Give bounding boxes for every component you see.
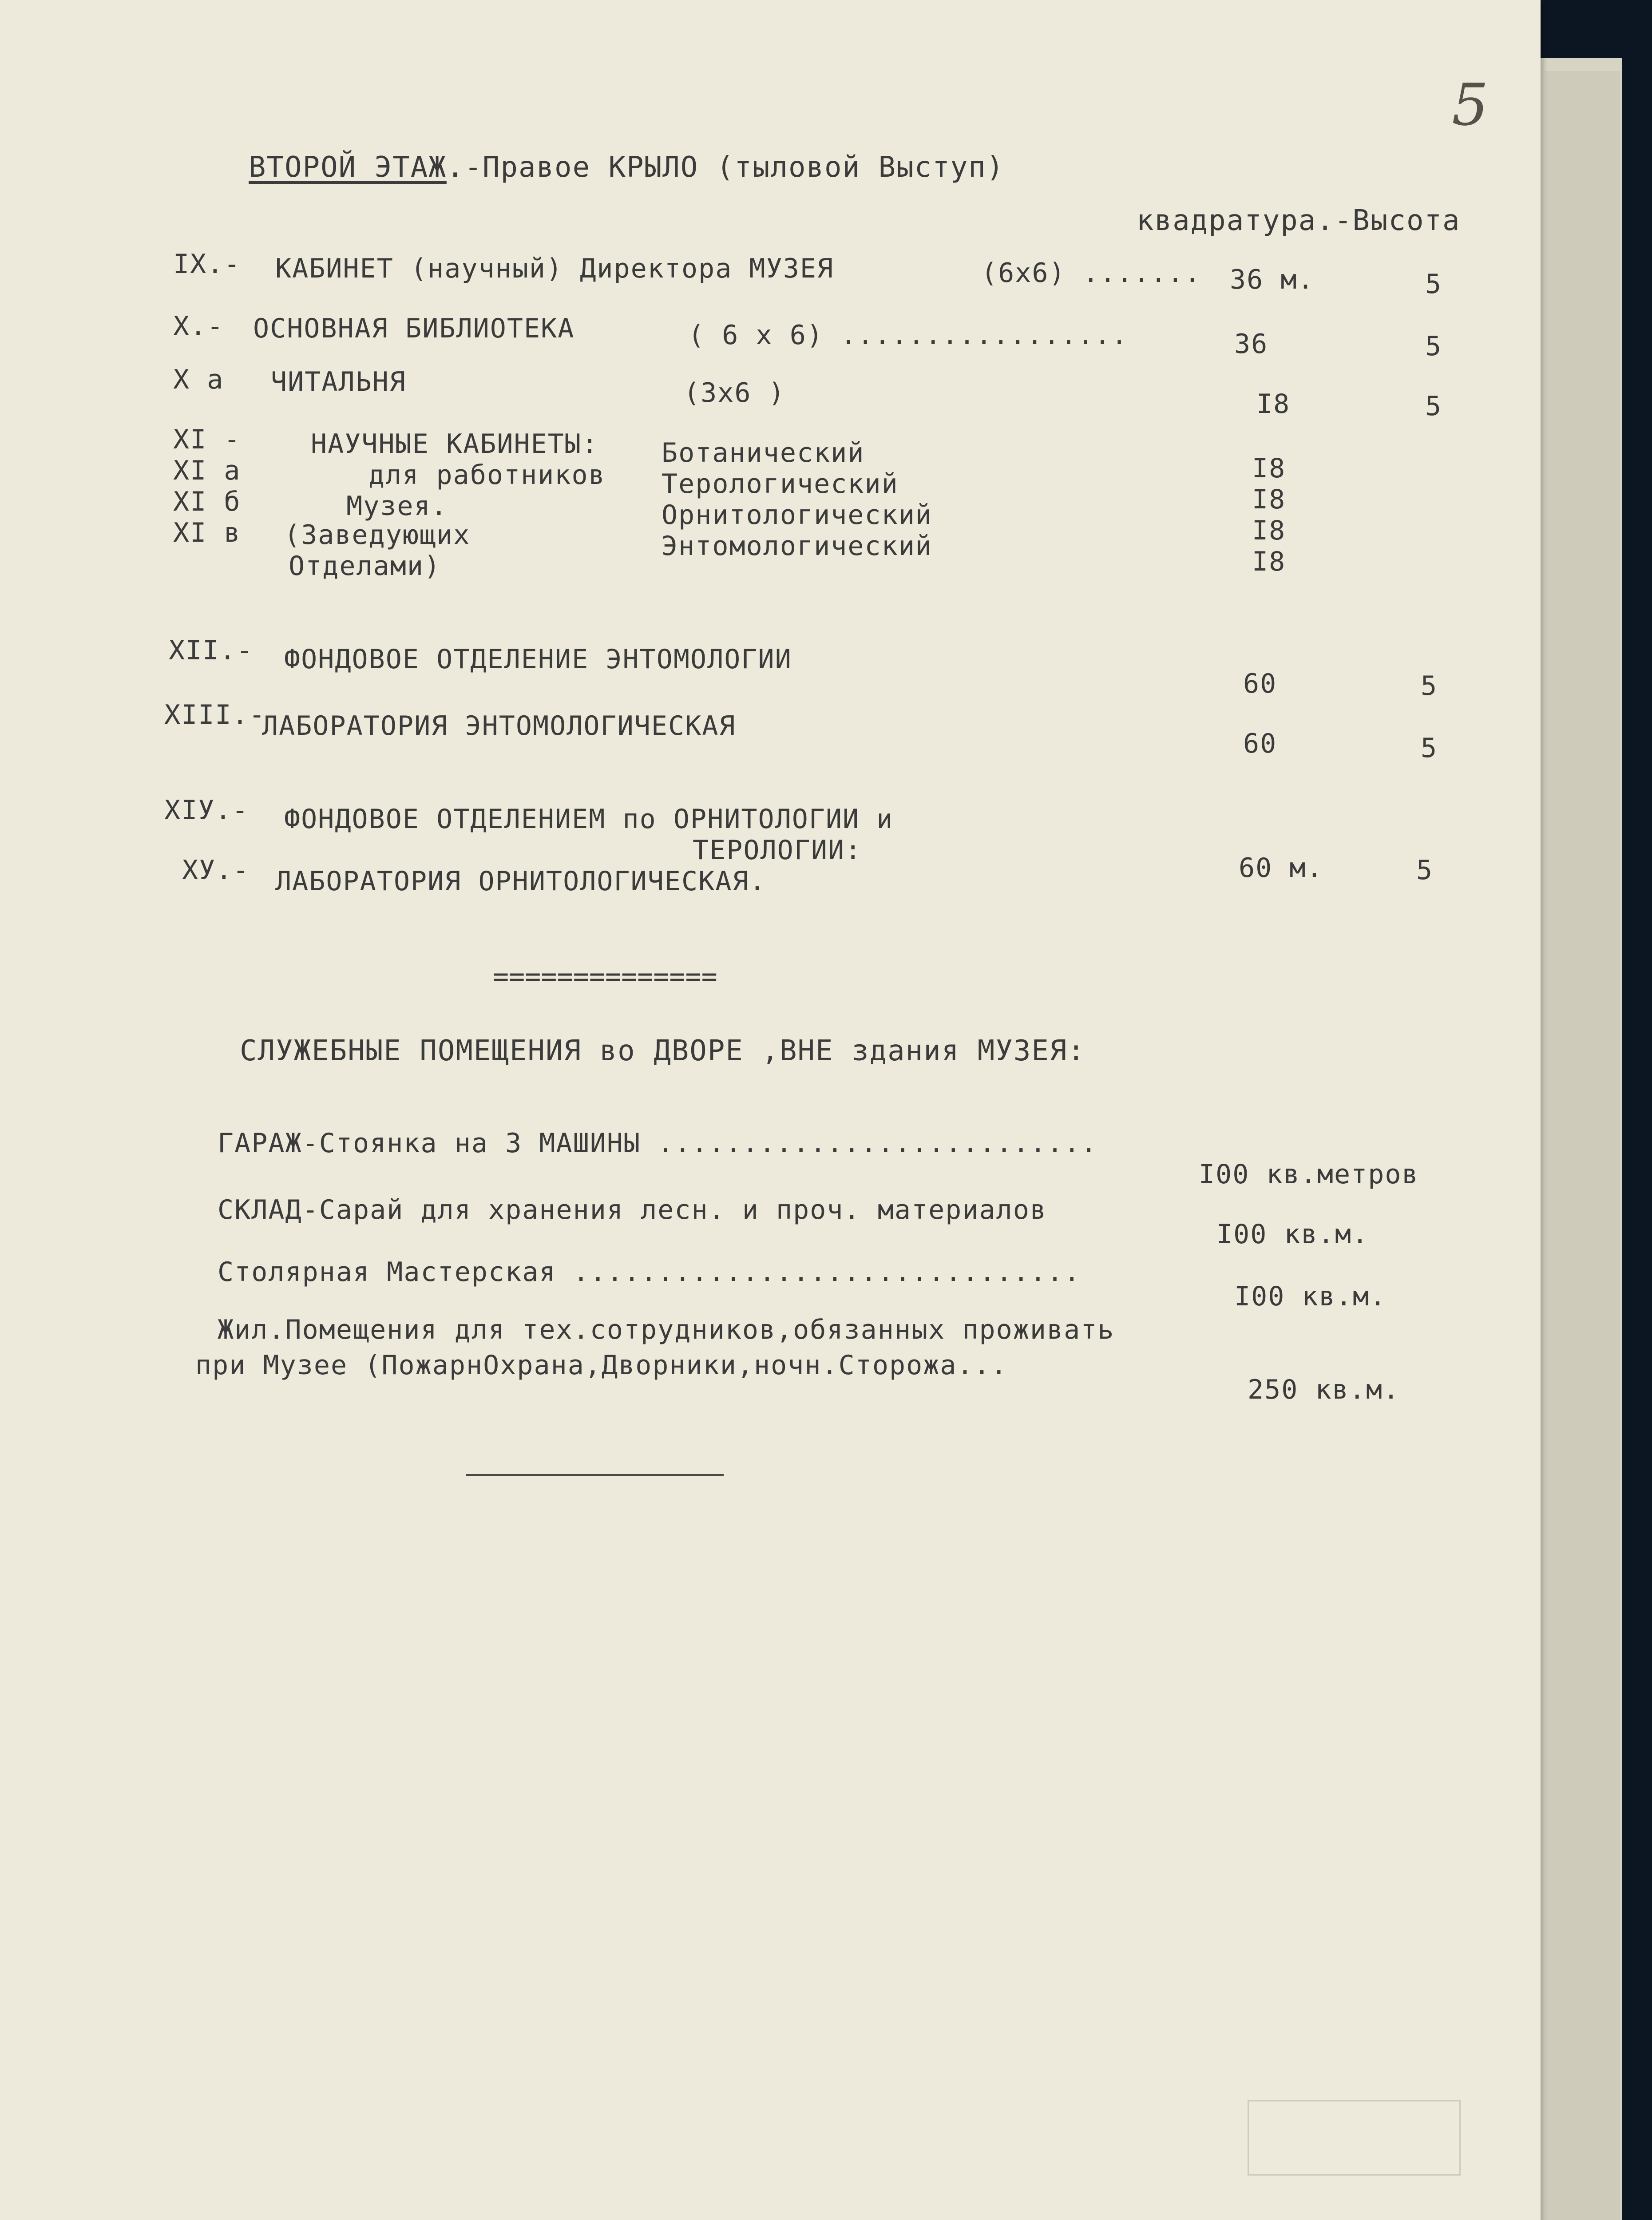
cabinets-group-label: (Заведующих — [284, 519, 471, 551]
cabinet-area: I8 — [1252, 453, 1286, 484]
room-size: ( 6 х 6) ................. — [688, 320, 1129, 351]
department-name: ЛАБОРАТОРИЯ ЭНТОМОЛОГИЧЕСКАЯ — [262, 710, 736, 741]
room-size: (6х6) ....... — [981, 258, 1201, 289]
combined-line: ТЕРОЛОГИИ: — [693, 835, 862, 866]
wing-title: .-Правое КРЫЛО (тыловой Выступ) — [446, 151, 1005, 184]
combined-line: ФОНДОВОЕ ОТДЕЛЕНИЕМ по ОРНИТОЛОГИИ и — [284, 804, 894, 835]
cabinet-name: Энтомологический — [662, 531, 932, 562]
cabinet-name: Ботанический — [662, 437, 865, 468]
column-headers: квадратура.-Высота — [1137, 204, 1461, 237]
cabinets-group-label: для работников — [368, 460, 606, 491]
service-item-area: I00 кв.м. — [1216, 1219, 1369, 1250]
closing-rule — [466, 1474, 724, 1476]
room-height: 5 — [1425, 269, 1442, 300]
combined-area: 60 м. — [1239, 852, 1323, 884]
housing-line: Жил.Помещения для тех.сотрудников,обязанных проживать — [218, 1314, 1115, 1345]
service-item-area: I00 кв.м. — [1234, 1281, 1387, 1312]
housing-area: 250 кв.м. — [1248, 1374, 1400, 1405]
service-title: СЛУЖЕБНЫЕ ПОМЕЩЕНИЯ во ДВОРЕ ,ВНЕ здания МУЗЕЯ: — [240, 1035, 1085, 1067]
service-item-name: ГАРАЖ-Стоянка на 3 МАШИНЫ .......................... — [218, 1128, 1098, 1159]
cabinet-area: I8 — [1252, 546, 1286, 577]
archive-stamp — [1248, 2100, 1461, 2176]
floor-title: ВТОРОЙ ЭТАЖ — [249, 151, 447, 184]
room-name: КАБИНЕТ (научный) Директора МУЗЕЯ — [275, 253, 834, 284]
department-code: XII.- — [169, 635, 254, 666]
combined-code: XУ.- — [182, 855, 250, 886]
cabinet-area: I8 — [1252, 484, 1286, 515]
page-number: 5 — [1452, 71, 1489, 139]
room-code: X.- — [173, 311, 224, 342]
department-code: XIII.- — [164, 699, 266, 730]
room-height: 5 — [1425, 391, 1442, 422]
department-height: 5 — [1421, 670, 1438, 702]
housing-line: при Музее (ПожарнОхрана,Дворники,ночн.Сторожа... — [195, 1350, 1008, 1381]
cabinets-group-label: НАУЧНЫЕ КАБИНЕТЫ: — [311, 428, 599, 460]
department-height: 5 — [1421, 733, 1438, 764]
room-size: (3х6 ) — [684, 377, 785, 408]
combined-line: ЛАБОРАТОРИЯ ОРНИТОЛОГИЧЕСКАЯ. — [275, 866, 766, 897]
room-name: ОСНОВНАЯ БИБЛИОТЕКА — [253, 313, 575, 344]
room-code: X а — [173, 364, 224, 395]
room-area: I8 — [1256, 388, 1291, 420]
service-item-name: СКЛАД-Сарай для хранения лесн. и проч. материалов — [218, 1194, 1047, 1225]
department-area: 60 — [1243, 668, 1277, 699]
cabinet-code: XI а — [173, 455, 241, 486]
department-name: ФОНДОВОЕ ОТДЕЛЕНИЕ ЭНТОМОЛОГИИ — [284, 644, 792, 675]
cabinet-name: Орнитологический — [662, 500, 932, 531]
cabinets-group-label: Отделами) — [289, 551, 441, 582]
service-item-area: I00 кв.метров — [1199, 1159, 1419, 1190]
room-name: ЧИТАЛЬНЯ — [271, 366, 406, 397]
combined-height: 5 — [1416, 855, 1434, 886]
separator: ============== — [493, 961, 717, 992]
room-area: 36 м. — [1230, 264, 1315, 295]
cabinets-group-label: Музея. — [346, 491, 448, 522]
cabinet-code: XI в — [173, 517, 241, 548]
cabinet-code: XI - — [173, 424, 241, 455]
back-sheet-inner — [1545, 71, 1620, 2220]
cabinet-code: XI б — [173, 486, 241, 517]
service-item-name: Столярная Мастерская .............................. — [218, 1257, 1081, 1288]
cabinet-name: Терологический — [662, 468, 899, 500]
department-area: 60 — [1243, 728, 1277, 759]
room-code: IX.- — [173, 249, 241, 280]
room-height: 5 — [1425, 331, 1442, 362]
combined-code: XIУ.- — [164, 795, 249, 826]
cabinet-area: I8 — [1252, 515, 1286, 546]
room-area: 36 — [1234, 329, 1268, 360]
header-line — [249, 151, 1004, 184]
